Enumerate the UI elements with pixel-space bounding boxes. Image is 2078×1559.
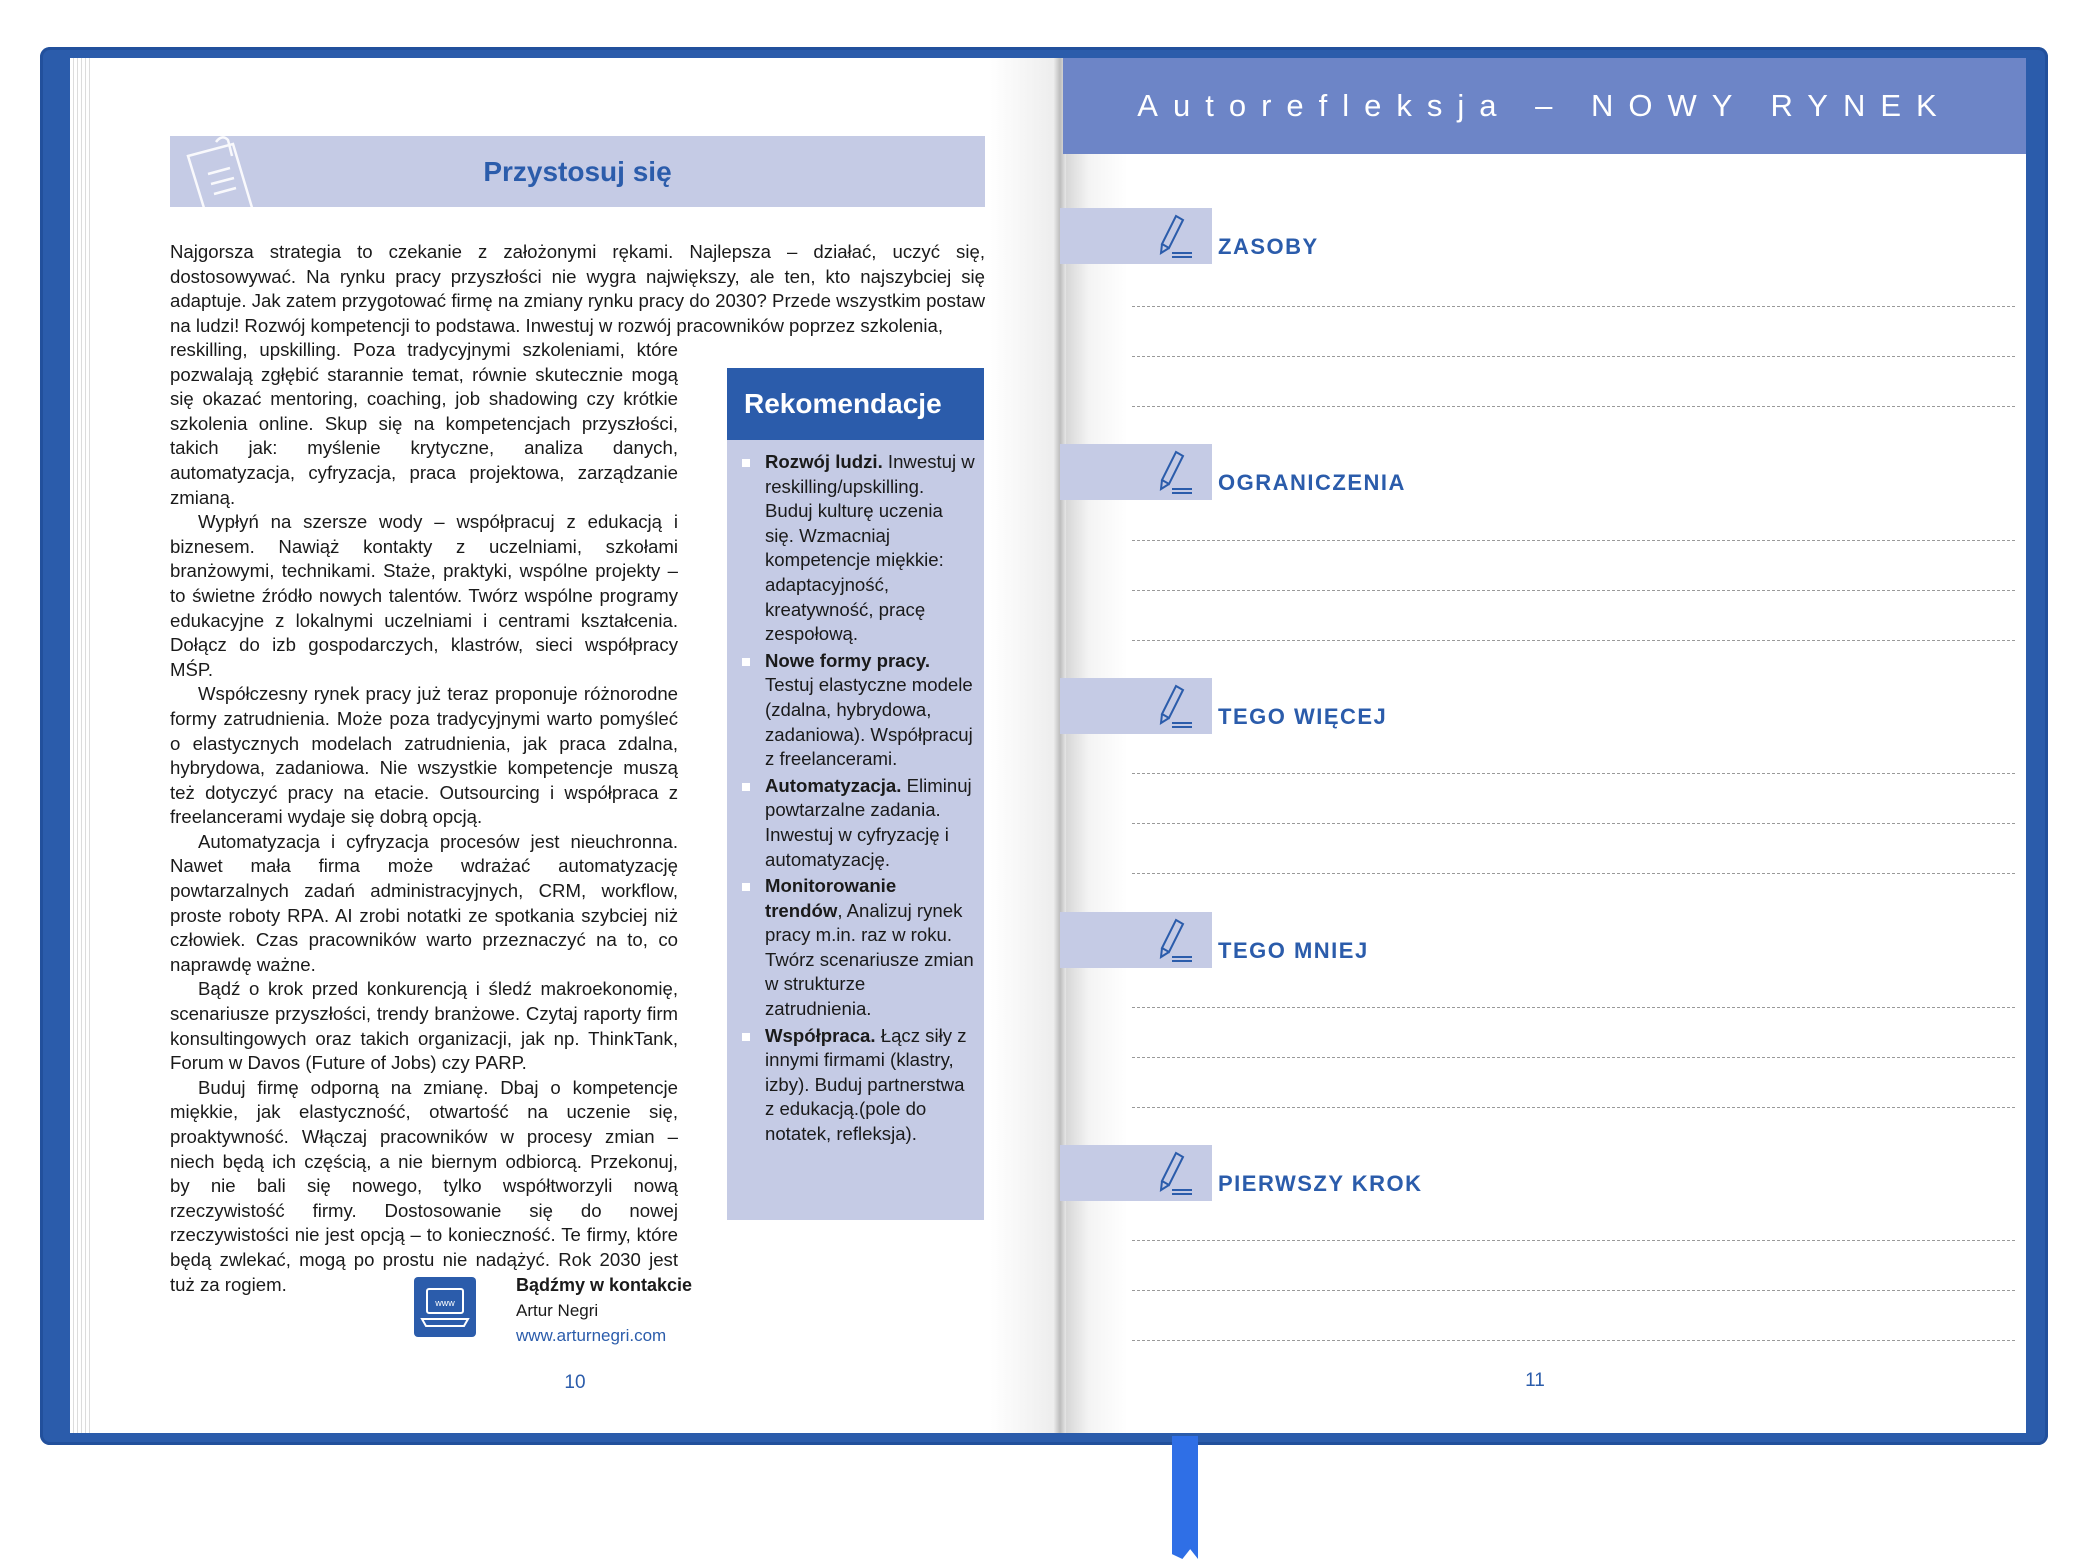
laptop-www-icon xyxy=(414,1277,476,1337)
write-line[interactable] xyxy=(1132,590,2015,591)
list-item xyxy=(740,649,976,772)
write-line[interactable] xyxy=(1132,773,2015,774)
page-title: Przystosuj się xyxy=(483,156,672,187)
write-line[interactable] xyxy=(1132,873,2015,874)
write-line[interactable] xyxy=(1132,356,2015,357)
recommendations-list xyxy=(740,450,976,1149)
list-item xyxy=(740,874,976,1022)
pencil-icon xyxy=(1154,1150,1194,1196)
list-item xyxy=(740,774,976,872)
svg-text:www: www xyxy=(435,1298,455,1308)
section-title: TEGO WIĘCEJ xyxy=(1218,704,1388,729)
bullet-icon xyxy=(742,1033,750,1041)
pencil-icon xyxy=(1154,213,1194,259)
item-bold: Współpraca. xyxy=(765,1024,876,1046)
write-line[interactable] xyxy=(1132,1290,2015,1291)
list-item xyxy=(740,450,976,647)
pencil-icon xyxy=(1154,683,1194,729)
paragraph: Bądź o krok przed konkurencją i śledź makroekonomię, scenariusze przyszłości, trendy branżowe. Czytaj raporty firm konsultingowych oraz takich organizacji, jak np. ThinkTank, Forum w Davos (Future of Jobs) czy PARP. xyxy=(170,978,678,1074)
right-page xyxy=(1060,58,2026,1433)
item-text: , Analizuj rynek pracy m.in. raz w roku. Twórz scenariusze zmian w strukturze zatrudnienia. xyxy=(765,899,974,1020)
page-number-left: 10 xyxy=(564,1372,586,1393)
contact-title: Bądźmy w kontakcie xyxy=(516,1275,693,1295)
paragraph: Współczesny rynek pracy już teraz proponuje różnorodne formy zatrudnienia. Może poza tradycyjnymi warto pomyśleć o elastycznych modelach zatrudnienia, jak praca zdalna, hybrydowa, zadaniowa. Nie wszystkie kompetencje muszą też dotyczyć pracy na etacie. Outsourcing i współpraca z freelancerami wydaje się dobrą opcją. xyxy=(170,683,678,828)
write-line[interactable] xyxy=(1132,406,2015,407)
paragraph: Automatyzacja i cyfryzacja procesów jest nieuchronna. Nawet mała firma może wdrażać automatyzację powtarzalnych zadań administracyjnych, CRM, workflow, proste roboty RPA. AI zrobi notatki ze spotkania szybciej niż człowiek. Czas pracowników warto przeznaczyć na to, co naprawdę ważne. xyxy=(170,830,678,975)
bullet-icon xyxy=(742,783,750,791)
book-gutter xyxy=(1054,58,1066,1433)
item-bold: Rozwój ludzi. xyxy=(765,451,883,472)
item-bold: Automatyzacja. xyxy=(765,774,902,796)
write-line[interactable] xyxy=(1132,1007,2015,1008)
bullet-icon xyxy=(742,658,750,666)
item-text: Eliminuj powtarzalne zadania. Inwestuj w cyfryzację i automatyzację. xyxy=(765,774,972,870)
section-title: PIERWSZY KROK xyxy=(1218,1171,1423,1196)
item-bold: Nowe formy pracy. xyxy=(765,649,930,671)
section-title: TEGO MNIEJ xyxy=(1218,938,1369,963)
page-number-right: 11 xyxy=(1525,1370,1545,1391)
contact-name: Artur Negri xyxy=(516,1301,599,1320)
write-line[interactable] xyxy=(1132,540,2015,541)
contact-link[interactable]: www.arturnegri.com xyxy=(516,1326,667,1345)
pencil-icon xyxy=(1154,449,1194,495)
item-text: Inwestuj w reskilling/upskilling. Buduj kulturę uczenia się. Wzmacniaj kompetencje miękkie: adaptacyjność, kreatywność, pracę zespołową. xyxy=(765,451,975,645)
list-item xyxy=(740,1024,976,1147)
write-line[interactable] xyxy=(1132,823,2015,824)
write-line[interactable] xyxy=(1132,640,2015,641)
paragraph: reskilling, upskilling. Poza tradycyjnymi szkoleniami, które pozwalają zgłębić starannie temat, równie skutecznie mogą się okazać mentoring, coaching, job shadowing czy krótkie szkolenia online. Skup się na kompetencjach przyszłości, takich jak: myślenie krytyczne, analiza danych, automatyzacja, cyfryzacja, praca projektowa, zarządzanie zmianą. xyxy=(170,339,678,508)
item-text: Łącz siły z innymi firmami (klastry, izby). Buduj partnerstwa z edukacją.(pole do notatek, refleksja). xyxy=(765,1024,967,1145)
bullet-icon xyxy=(742,883,750,891)
write-line[interactable] xyxy=(1132,1240,2015,1241)
recommendations-heading: Rekomendacje xyxy=(727,368,984,440)
section-title: OGRANICZENIA xyxy=(1218,470,1406,495)
write-line[interactable] xyxy=(1132,1057,2015,1058)
item-text: Testuj elastyczne modele (zdalna, hybrydowa, zadaniowa). Współpracuj z freelancerami. xyxy=(765,674,973,770)
write-line[interactable] xyxy=(1132,1107,2015,1108)
paragraph: Buduj firmę odporną na zmianę. Dbaj o kompetencje miękkie, jak elastyczność, otwartość na uczenie się, proaktywność. Włączaj pracowników w procesy zmian – niech będą ich częścią, a nie biernym odbiorcą. Przekonuj, by nie bali się nowego, tylko współtworzyli nową rzeczywistość firmy. Dostosowanie się do nowej rzeczywistości nie jest opcją – to konieczność. Te firmy, które będą zwlekać, mogą po prostu nie nadążyć. Rok 2030 jest tuż za rogiem. xyxy=(170,1076,678,1295)
section-title: ZASOBY xyxy=(1218,234,1319,259)
paragraph: Wypłyń na szersze wody – współpracuj z edukacją i biznesem. Nawiąż kontakty z uczelniami, szkołami branżowymi, technikami. Staże, praktyki, wspólne projekty – to świetne źródło nowych talentów. Twórz wspólne programy edukacyjne z lokalnymi uczelniami i centrami kształcenia. Dołącz do izb gospodarczych, klastrów, sieci współpracy MŚP. xyxy=(170,511,678,680)
write-line[interactable] xyxy=(1132,306,2015,307)
item-bold: Monitorowanie trendów xyxy=(765,875,897,921)
intro-paragraph: Najgorsza strategia to czekanie z założonymi rękami. Najlepsza – działać, uczyć się, dostosowywać. Na rynku pracy przyszłości nie wygra największy, ale ten, kto najszybciej się adaptuje. Jak zatem przygotować firmę na zmiany rynku pracy do 2030? Przede wszystkim postaw na ludzi! Rozwój kompetencji to podstawa. Inwestuj w rozwój pracowników poprzez szkolenia, xyxy=(170,241,985,336)
bookmark-ribbon xyxy=(1172,1436,1198,1559)
main-text-column xyxy=(170,338,678,1297)
pencil-icon xyxy=(1154,917,1194,963)
page-header: Autorefleksja – NOWY RYNEK xyxy=(1137,88,1952,123)
bullet-icon xyxy=(742,459,750,467)
write-line[interactable] xyxy=(1132,1340,2015,1341)
